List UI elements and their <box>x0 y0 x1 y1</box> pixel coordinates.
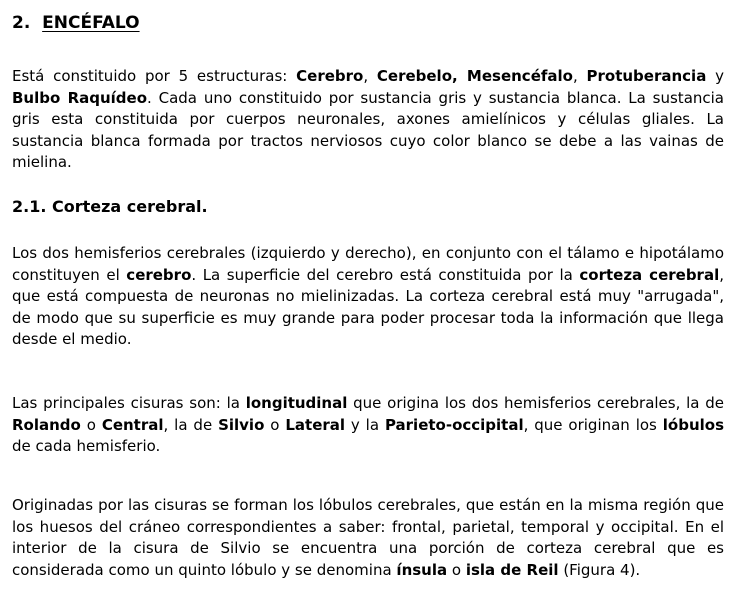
term-rolando: Rolando <box>12 415 81 434</box>
term-silvio: Silvio <box>218 415 265 434</box>
section-number: 2. <box>12 13 31 33</box>
term-isla-de-reil: isla de Reil <box>465 560 559 579</box>
subsection-heading: 2.1. Corteza cerebral. <box>12 197 208 216</box>
text: , <box>363 67 377 85</box>
text: . La superficie del cerebro está constituida por la <box>191 265 580 284</box>
text: o <box>264 415 286 434</box>
text: , que originan los <box>523 415 663 434</box>
term-lateral: Lateral <box>285 415 346 434</box>
text: Las principales cisuras son: la <box>12 394 246 412</box>
term-parieto-occipital: Parieto-occipital <box>384 415 524 434</box>
text: o <box>447 560 466 579</box>
text: que origina los dos hemisferios cerebrales, la de <box>347 394 724 412</box>
term-longitudinal: longitudinal <box>245 394 348 412</box>
term-insula: ínsula <box>396 560 448 579</box>
text: y la <box>345 415 385 434</box>
text: Está constituido por 5 estructuras: <box>12 67 297 85</box>
text: Los dos hemisferios cerebrales (izquierdo y derecho), en conjunto con el tálamo e hipotálamo constituyen el <box>12 244 724 284</box>
section-heading <box>12 12 140 34</box>
term-cerebro: Cerebro <box>296 67 364 85</box>
text: o <box>80 415 102 434</box>
term-central: Central <box>101 415 164 434</box>
text: . Cada uno constituido por sustancia gris y sustancia blanca. La sustancia gris esta constituida por cuerpos neuronales, axones amielínicos y células gliales. La sustancia blanca formada por tractos nerviosos cuyo color blanco se debe a las vainas de mielina. <box>12 88 724 172</box>
paragraph-cisuras <box>12 393 724 458</box>
text: Originadas por las cisuras se forman los lóbulos cerebrales, que están en la misma región que los huesos del cráneo correspondientes a saber: frontal, parietal, temporal y occipital. En el interior de la cisura de Silvio se encuentra una porción de corteza cerebral que es considerada como un quinto lóbulo y se denomina <box>12 496 724 579</box>
paragraph-lobulos <box>12 495 724 581</box>
term-corteza-cerebral: corteza cerebral <box>579 265 720 284</box>
paragraph-structures <box>12 66 724 174</box>
term-bulbo-raquideo: Bulbo Raquídeo <box>12 88 148 107</box>
term-cerebelo-mesencefalo: Cerebelo, Mesencéfalo <box>376 67 573 85</box>
text: , <box>572 67 587 85</box>
term-protuberancia: Protuberancia <box>586 67 707 85</box>
text: , que está compuesta de neuronas no mielinizadas. La corteza cerebral está muy "arrugada", de modo que su superficie es muy grande para poder procesar toda la información que llega desde el medio. <box>12 265 725 349</box>
paragraph-hemispheres <box>12 243 724 351</box>
section-title: ENCÉFALO <box>42 13 140 33</box>
term-lobulos: lóbulos <box>662 415 725 434</box>
text: (Figura 4). <box>558 560 641 579</box>
term-cerebro: cerebro <box>126 265 192 284</box>
text: , la de <box>163 415 219 434</box>
text: de cada hemisferio. <box>12 437 161 456</box>
text: y <box>706 67 724 85</box>
